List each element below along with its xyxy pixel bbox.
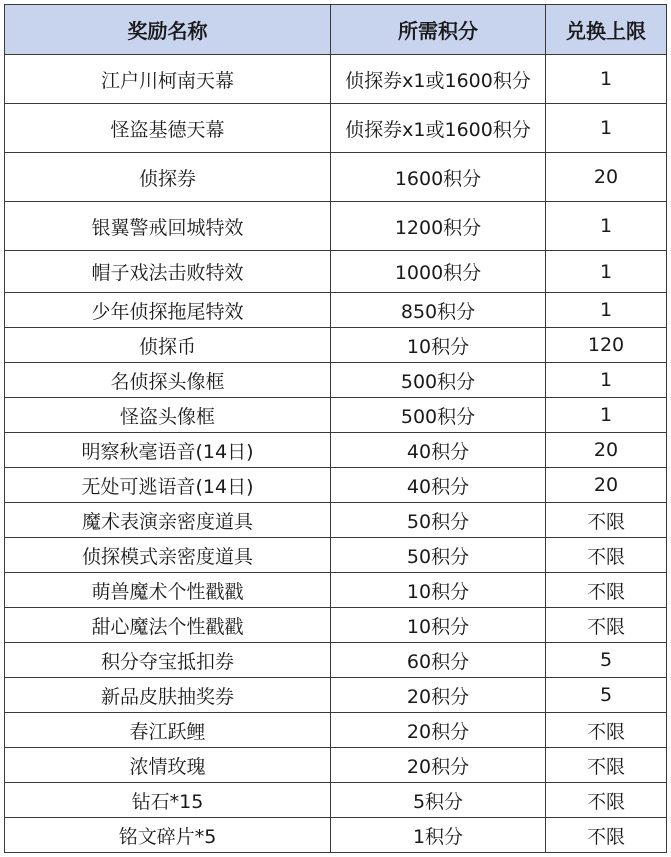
required-points-cell: 1积分 bbox=[331, 818, 546, 853]
exchange-limit-cell: 1 bbox=[546, 251, 667, 293]
required-points-cell: 10积分 bbox=[331, 608, 546, 643]
table-row bbox=[5, 608, 667, 643]
table-row bbox=[5, 538, 667, 573]
table-row bbox=[5, 678, 667, 713]
table-row bbox=[5, 251, 667, 293]
table-row bbox=[5, 398, 667, 433]
table-body bbox=[5, 55, 667, 853]
required-points-cell: 20积分 bbox=[331, 713, 546, 748]
exchange-limit-cell: 不限 bbox=[546, 783, 667, 818]
table-row bbox=[5, 643, 667, 678]
reward-name-cell: 浓情玫瑰 bbox=[5, 748, 331, 783]
reward-name-cell: 萌兽魔术个性戳戳 bbox=[5, 573, 331, 608]
table-row bbox=[5, 293, 667, 328]
header-row bbox=[5, 5, 667, 55]
reward-name-cell: 少年侦探拖尾特效 bbox=[5, 293, 331, 328]
reward-name-cell: 银翼警戒回城特效 bbox=[5, 202, 331, 251]
exchange-limit-cell: 不限 bbox=[546, 573, 667, 608]
required-points-cell: 20积分 bbox=[331, 748, 546, 783]
reward-name-cell: 春江跃鲤 bbox=[5, 713, 331, 748]
exchange-limit-cell: 20 bbox=[546, 153, 667, 202]
reward-name-cell: 无处可逃语音(14日) bbox=[5, 468, 331, 503]
table-row bbox=[5, 153, 667, 202]
table-row bbox=[5, 573, 667, 608]
reward-name-cell: 怪盗头像框 bbox=[5, 398, 331, 433]
reward-name-cell: 名侦探头像框 bbox=[5, 363, 331, 398]
table-header bbox=[5, 5, 667, 55]
reward-exchange-table bbox=[4, 4, 667, 853]
exchange-limit-cell: 1 bbox=[546, 55, 667, 104]
header-required-points: 所需积分 bbox=[331, 5, 546, 55]
table-row bbox=[5, 748, 667, 783]
reward-name-cell: 侦探币 bbox=[5, 328, 331, 363]
table-row bbox=[5, 202, 667, 251]
exchange-limit-cell: 1 bbox=[546, 293, 667, 328]
required-points-cell: 50积分 bbox=[331, 538, 546, 573]
required-points-cell: 1600积分 bbox=[331, 153, 546, 202]
reward-name-cell: 明察秋毫语音(14日) bbox=[5, 433, 331, 468]
table-row bbox=[5, 104, 667, 153]
table-row bbox=[5, 328, 667, 363]
reward-name-cell: 侦探模式亲密度道具 bbox=[5, 538, 331, 573]
reward-name-cell: 铭文碎片*5 bbox=[5, 818, 331, 853]
reward-name-cell: 积分夺宝抵扣券 bbox=[5, 643, 331, 678]
table-row bbox=[5, 818, 667, 853]
table-row bbox=[5, 55, 667, 104]
reward-name-cell: 魔术表演亲密度道具 bbox=[5, 503, 331, 538]
table-row bbox=[5, 783, 667, 818]
exchange-limit-cell: 20 bbox=[546, 433, 667, 468]
required-points-cell: 10积分 bbox=[331, 328, 546, 363]
exchange-limit-cell: 不限 bbox=[546, 713, 667, 748]
table-row bbox=[5, 503, 667, 538]
required-points-cell: 40积分 bbox=[331, 433, 546, 468]
required-points-cell: 500积分 bbox=[331, 363, 546, 398]
table-row bbox=[5, 713, 667, 748]
exchange-limit-cell: 1 bbox=[546, 398, 667, 433]
exchange-limit-cell: 不限 bbox=[546, 748, 667, 783]
required-points-cell: 40积分 bbox=[331, 468, 546, 503]
reward-name-cell: 甜心魔法个性戳戳 bbox=[5, 608, 331, 643]
required-points-cell: 500积分 bbox=[331, 398, 546, 433]
exchange-limit-cell: 1 bbox=[546, 104, 667, 153]
table-row bbox=[5, 363, 667, 398]
table-row bbox=[5, 433, 667, 468]
exchange-limit-cell: 5 bbox=[546, 678, 667, 713]
reward-name-cell: 钻石*15 bbox=[5, 783, 331, 818]
table-row bbox=[5, 468, 667, 503]
exchange-limit-cell: 20 bbox=[546, 468, 667, 503]
required-points-cell: 850积分 bbox=[331, 293, 546, 328]
reward-name-cell: 侦探券 bbox=[5, 153, 331, 202]
exchange-limit-cell: 120 bbox=[546, 328, 667, 363]
required-points-cell: 侦探券x1或1600积分 bbox=[331, 55, 546, 104]
required-points-cell: 10积分 bbox=[331, 573, 546, 608]
exchange-limit-cell: 不限 bbox=[546, 818, 667, 853]
exchange-limit-cell: 5 bbox=[546, 643, 667, 678]
exchange-limit-cell: 1 bbox=[546, 363, 667, 398]
reward-name-cell: 新品皮肤抽奖券 bbox=[5, 678, 331, 713]
required-points-cell: 1000积分 bbox=[331, 251, 546, 293]
header-reward-name: 奖励名称 bbox=[5, 5, 331, 55]
header-exchange-limit: 兑换上限 bbox=[546, 5, 667, 55]
required-points-cell: 1200积分 bbox=[331, 202, 546, 251]
reward-name-cell: 帽子戏法击败特效 bbox=[5, 251, 331, 293]
required-points-cell: 60积分 bbox=[331, 643, 546, 678]
exchange-limit-cell: 1 bbox=[546, 202, 667, 251]
exchange-limit-cell: 不限 bbox=[546, 503, 667, 538]
reward-name-cell: 怪盗基德天幕 bbox=[5, 104, 331, 153]
required-points-cell: 侦探券x1或1600积分 bbox=[331, 104, 546, 153]
required-points-cell: 20积分 bbox=[331, 678, 546, 713]
required-points-cell: 5积分 bbox=[331, 783, 546, 818]
required-points-cell: 50积分 bbox=[331, 503, 546, 538]
exchange-limit-cell: 不限 bbox=[546, 538, 667, 573]
reward-name-cell: 江户川柯南天幕 bbox=[5, 55, 331, 104]
exchange-limit-cell: 不限 bbox=[546, 608, 667, 643]
